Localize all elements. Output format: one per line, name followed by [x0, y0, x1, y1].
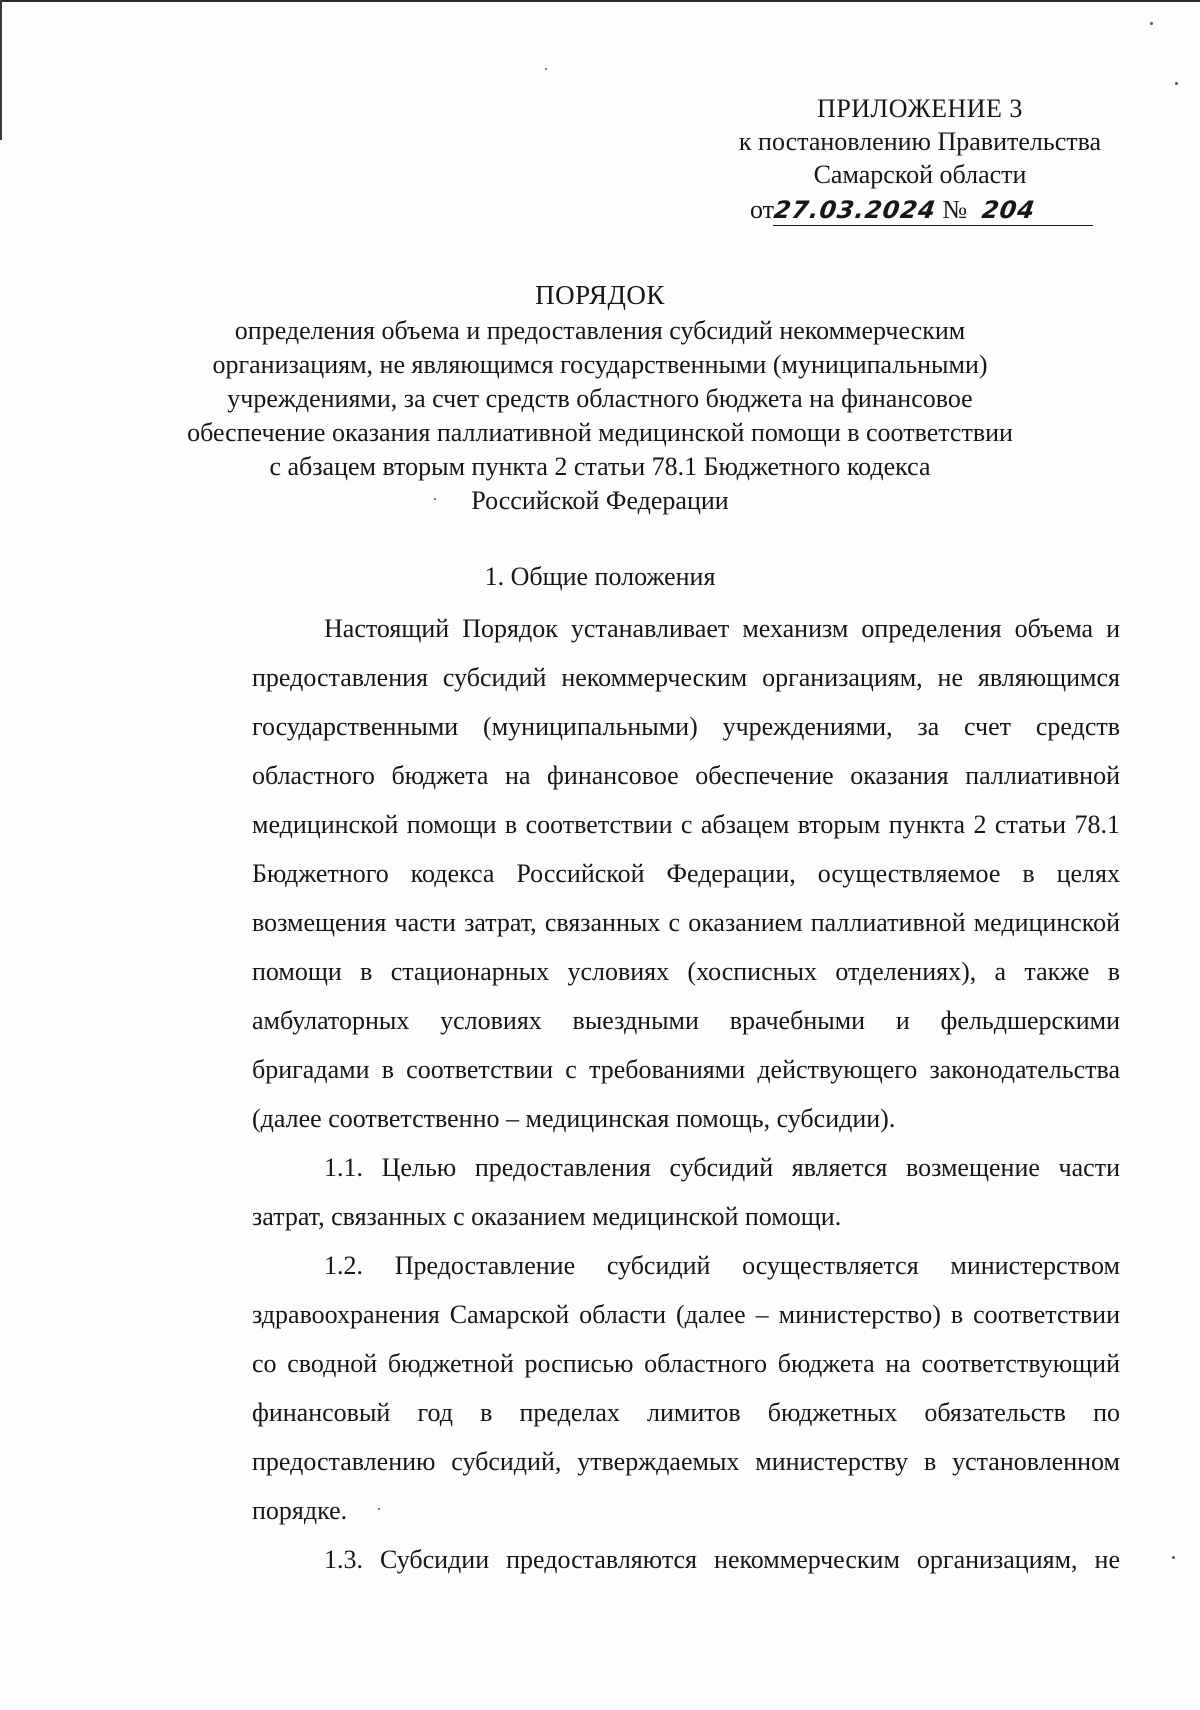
body-line: бригадами в соответствии с требованиями действующего законодательства [252, 1055, 1120, 1084]
document-subtitle-line: с абзацем вторым пункта 2 статьи 78.1 Бюджетного кодекса [269, 452, 931, 481]
body-line: 1.1. Целью предоставления субсидий является возмещение части [324, 1153, 1120, 1182]
body-line: помощи в стационарных условиях (хосписных отделениях), а также в [252, 957, 1120, 986]
body-line: порядке. [252, 1496, 348, 1525]
section-heading: 1. Общие положения [484, 562, 716, 591]
body-line: государственными (муниципальными) учреждениями, за счет средств [252, 712, 1120, 741]
document-subtitle-line: Российской Федерации [471, 486, 729, 515]
body-line: 1.2. Предоставление субсидий осуществляется министерством [324, 1251, 1120, 1280]
document-subtitle-line: определения объема и предоставления субсидий некоммерческим [234, 316, 966, 345]
approval-line-1: к постановлению Правительства [738, 127, 1102, 156]
paragraph-1-3 [180, 1535, 1120, 1584]
scan-left-edge [0, 0, 2, 140]
body-line: здравоохранения Самарской области (далее – министерство) в соответствии [252, 1300, 1120, 1329]
handwritten-number: 204 [979, 196, 1037, 224]
body-line: предоставления субсидий некоммерческим организациям, не являющимся [252, 663, 1120, 692]
document-subtitle-line: организациям, не являющимся государственными (муниципальными) [212, 350, 988, 379]
approval-date-row [700, 193, 1140, 233]
paragraph-intro [180, 604, 1120, 1143]
document-subtitle-line: учреждениями, за счет средств областного бюджета на финансовое [227, 384, 973, 413]
approval-block [700, 92, 1140, 233]
scan-speck [1150, 22, 1153, 25]
date-underline [773, 225, 1093, 226]
document-body [180, 604, 1120, 1584]
body-line: Настоящий Порядок устанавливает механизм определения объема и [324, 614, 1120, 643]
body-line: возмещения части затрат, связанных с оказанием паллиативной медицинской [252, 908, 1120, 937]
scan-top-edge [0, 0, 1200, 2]
handwritten-date: 27.03.2024 [772, 196, 938, 224]
approval-title: ПРИЛОЖЕНИЕ 3 [817, 94, 1023, 123]
body-line: (далее соответственно – медицинская помощь, субсидии). [252, 1104, 896, 1133]
document-title: ПОРЯДОК [535, 280, 665, 310]
body-line: затрат, связанных с оказанием медицинской помощи. [252, 1202, 842, 1231]
body-line: финансовый год в пределах лимитов бюджетных обязательств по [252, 1398, 1120, 1427]
body-line: медицинской помощи в соответствии с абзацем вторым пункта 2 статьи 78.1 [252, 810, 1120, 839]
scan-speck [1172, 1556, 1175, 1559]
body-line: 1.3. Субсидии предоставляются некоммерческим организациям, не [324, 1545, 1120, 1574]
date-prefix: от [750, 195, 775, 224]
paragraph-1-1 [180, 1143, 1120, 1241]
body-line: Бюджетного кодекса Российской Федерации, осуществляемое в целях [252, 859, 1120, 888]
body-line: областного бюджета на финансовое обеспечение оказания паллиативной [252, 761, 1120, 790]
approval-line-2: Самарской области [813, 160, 1027, 189]
paragraph-1-2 [180, 1241, 1120, 1535]
scan-speck [545, 68, 547, 70]
document-title-block [150, 278, 1050, 518]
body-line: амбулаторных условиях выездными врачебными и фельдшерскими [252, 1006, 1120, 1035]
body-line: предоставлению субсидий, утверждаемых министерству в установленном [252, 1447, 1120, 1476]
document-subtitle-line: обеспечение оказания паллиативной медицинской помощи в соответствии [187, 418, 1013, 447]
scan-speck [1175, 82, 1178, 85]
number-prefix: № [942, 195, 968, 224]
body-line: со сводной бюджетной росписью областного бюджета на соответствующий [252, 1349, 1120, 1378]
